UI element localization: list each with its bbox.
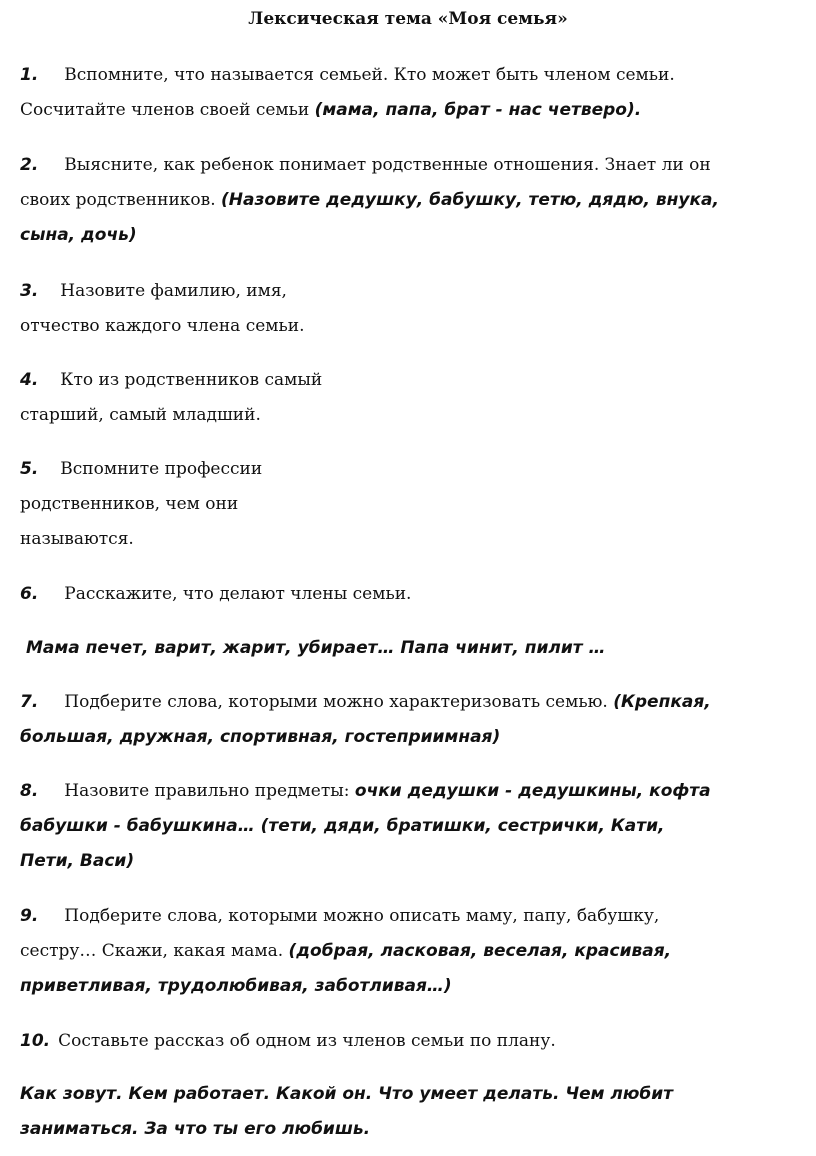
item-4 <box>20 363 800 433</box>
answer-text: (мама, папа, брат - нас четверо). <box>314 100 642 120</box>
item-6-answer <box>26 631 806 666</box>
question-text: отчество каждого члена семьи. <box>20 316 305 336</box>
item-3-line-1 <box>20 274 800 309</box>
answer-text: очки дедушки - дедушкины, кофта <box>354 781 711 801</box>
item-9-line-1 <box>20 899 800 934</box>
page-title: Лексическая тема «Моя семья» <box>248 9 568 29</box>
answer-text: бабушки - бабушкина… (тети, дяди, братишки, сестрички, Кати, <box>20 816 665 836</box>
question-text: Выясните, как ребенок понимает родственные отношения. Знает ли он <box>64 155 711 175</box>
answer-text: (Назовите дедушку, бабушку, тетю, дядю, внука, <box>221 190 719 210</box>
answer-text: (добрая, ласковая, веселая, красивая, <box>288 941 672 961</box>
item-4-line-2 <box>20 398 800 433</box>
answer-text: большая, дружная, спортивная, гостеприимная) <box>20 727 501 747</box>
item-number: 3. <box>20 281 39 301</box>
item-1-line-1 <box>20 58 800 93</box>
item-number: 10. <box>20 1031 51 1051</box>
item-number: 4. <box>20 370 39 390</box>
item-number: 6. <box>20 584 39 604</box>
item-7 <box>20 685 800 755</box>
item-9-line-3 <box>20 969 800 1004</box>
item-3 <box>20 274 800 344</box>
question-text: Подберите слова, которыми можно характеризовать семью. <box>64 692 614 712</box>
item-4-line-1 <box>20 363 800 398</box>
question-text: старший, самый младший. <box>20 405 261 425</box>
item-number: 9. <box>20 906 39 926</box>
item-2 <box>20 148 800 253</box>
answer-text: приветливая, трудолюбивая, заботливая…) <box>20 976 452 996</box>
item-3-line-2 <box>20 309 800 344</box>
item-10-answer <box>20 1077 800 1147</box>
item-6-answer-line <box>26 631 806 666</box>
question-text: сестру… Скажи, какая мама. <box>20 941 289 961</box>
answer-text: Мама печет, варит, жарит, убирает… Папа чинит, пилит … <box>26 638 606 658</box>
item-10-answer-line-2 <box>20 1112 800 1147</box>
item-8 <box>20 774 800 879</box>
question-text: Кто из родственников самый <box>60 370 323 390</box>
item-2-line-2 <box>20 183 800 218</box>
item-number: 5. <box>20 459 39 479</box>
answer-text: Как зовут. Кем работает. Какой он. Что умеет делать. Чем любит <box>20 1084 674 1104</box>
question-text: своих родственников. <box>20 190 222 210</box>
item-number: 7. <box>20 692 39 712</box>
answer-text: Пети, Васи) <box>20 851 135 871</box>
item-9-line-2 <box>20 934 800 969</box>
item-10-answer-line-1 <box>20 1077 800 1112</box>
question-text: Вспомните, что называется семьей. Кто может быть членом семьи. <box>64 65 675 85</box>
item-8-line-1 <box>20 774 800 809</box>
item-6 <box>20 577 800 612</box>
question-text: родственников, чем они <box>20 494 239 514</box>
item-2-line-3 <box>20 218 800 253</box>
answer-text: (Крепкая, <box>613 692 711 712</box>
question-text: Вспомните профессии <box>60 459 263 479</box>
item-10-line-1 <box>20 1024 800 1059</box>
item-5-line-3 <box>20 522 800 557</box>
question-text: Назовите правильно предметы: <box>64 781 355 801</box>
item-2-line-1 <box>20 148 800 183</box>
item-10 <box>20 1024 800 1059</box>
question-text: называются. <box>20 529 134 549</box>
question-text: Подберите слова, которыми можно описать маму, папу, бабушку, <box>64 906 660 926</box>
item-1-line-2 <box>20 93 800 128</box>
answer-text: сына, дочь) <box>20 225 137 245</box>
item-9 <box>20 899 800 1004</box>
question-text: Расскажите, что делают члены семьи. <box>64 584 412 604</box>
item-8-line-2 <box>20 809 800 844</box>
question-text: Назовите фамилию, имя, <box>60 281 287 301</box>
item-6-line-1 <box>20 577 800 612</box>
item-number: 8. <box>20 781 39 801</box>
answer-text: заниматься. За что ты его любишь. <box>20 1119 371 1139</box>
item-number: 2. <box>20 155 39 175</box>
item-7-line-2 <box>20 720 800 755</box>
item-5-line-2 <box>20 487 800 522</box>
item-5-line-1 <box>20 452 800 487</box>
item-5 <box>20 452 800 557</box>
question-text: Составьте рассказ об одном из членов семьи по плану. <box>58 1031 556 1051</box>
question-text: Сосчитайте членов своей семьи <box>20 100 315 120</box>
item-number: 1. <box>20 65 39 85</box>
item-7-line-1 <box>20 685 800 720</box>
item-1 <box>20 58 800 128</box>
item-8-line-3 <box>20 844 800 879</box>
